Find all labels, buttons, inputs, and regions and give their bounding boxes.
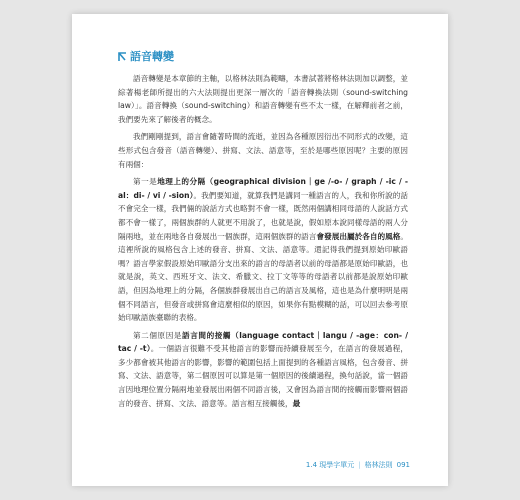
section-title: 語音轉變 (130, 50, 174, 63)
paragraph-3-prefix: 第一是 (133, 177, 158, 187)
footer-section: 1.4 現學字單元 (305, 461, 355, 469)
book-page (72, 14, 448, 486)
paragraph-3 (118, 175, 408, 325)
paragraph-1: 語音轉變是本章節的主軸，以格林法則為範疇，本書試著將格林法則加以調整，並綜著楊老師所提出的六大法則提出更深一層次的「語音轉換法則（sound-switching law）」。語音轉換（sound-switching）和語音轉變有些不太一樣，在解釋前者之前，我們要先來了解後者的概念。 (118, 74, 408, 124)
body-text (118, 72, 408, 414)
page-footer (306, 460, 410, 470)
section-heading (118, 48, 174, 64)
footer-separator: | (358, 461, 361, 469)
emphasis-own-style: 會發展出屬於各自的風格 (316, 231, 401, 241)
footer-chapter: 格林法則 (364, 461, 393, 469)
page-number: 091 (396, 461, 410, 469)
paragraph-3-text-b: 。這裡所說的風格包含上述的發音、拼寫、文法、語意等。還記得我們提到原始印歐語嗎？語言學家假設原始印歐語分支出來的語言的母語者以前的母語都是原始印歐語，也就是說，英文、西班牙文、法文、希臘文、拉丁文等等的母語者以前都是說原始印歐語，但因為地理上的分隔，各個族群發展出自己的語言及風格，這也是為什麼明明是兩個不同語言，但發音或拼寫會這麼相似的原因，如果你有點模糊的話，可以回去參考原始印歐語族臺聯的表格。 (118, 231, 409, 323)
paragraph-4-text-a: 。一個語言很難不受其他語言的影響而持續發展至今，在語言的發展過程，多少都會被其他語言的影響，影響的範圍包括上面提到的各種語言風格，包含發音、拼寫、文法、語意等，第二個原因可以算是第一個原因的後續過程，換句話說，當一個語言因地理位置分隔兩地並發展出兩個不同語言後，又會因為語言間的接觸而影響兩個語言的發音、拼寫、文法、語意等。語言相互接觸後， (118, 344, 408, 408)
term-language-contact: 語言間的接觸（language contact｜langu / -age：con- / tac / -t） (118, 330, 409, 354)
emphasis-trailing: 最 (292, 398, 301, 408)
paragraph-3-text-a: 。我們要知道，就算我們是講同一種語言的人，我和你所說的話不會完全一樣，我們倆的說話方式也略對不會一樣，既然兩個講相同母語的人說話方式都不會一樣了，兩個族群的人就更不用說了，也就是說，假如原本說同樣母語的兩人分隔兩地，並在兩地各自發展出一個族群，這兩個族群的語言 (118, 190, 408, 241)
term-geographical-division: 地理上的分隔（geographical division｜ge /-o- / graph / -ic / -al：di- / vi / -sion） (118, 177, 408, 200)
paragraph-4-prefix: 第二個原因是 (133, 330, 183, 340)
corner-arrow-icon (118, 51, 127, 62)
paragraph-4 (118, 329, 408, 411)
paragraph-2: 我們剛剛提到，語言會隨著時間的流逝，並因為各種原因衍出不同形式的改變，這些形式包含發音（語音轉變）、拼寫、文法、語意等，至於是哪些原因呢？主要的原因有兩個： (118, 132, 408, 169)
